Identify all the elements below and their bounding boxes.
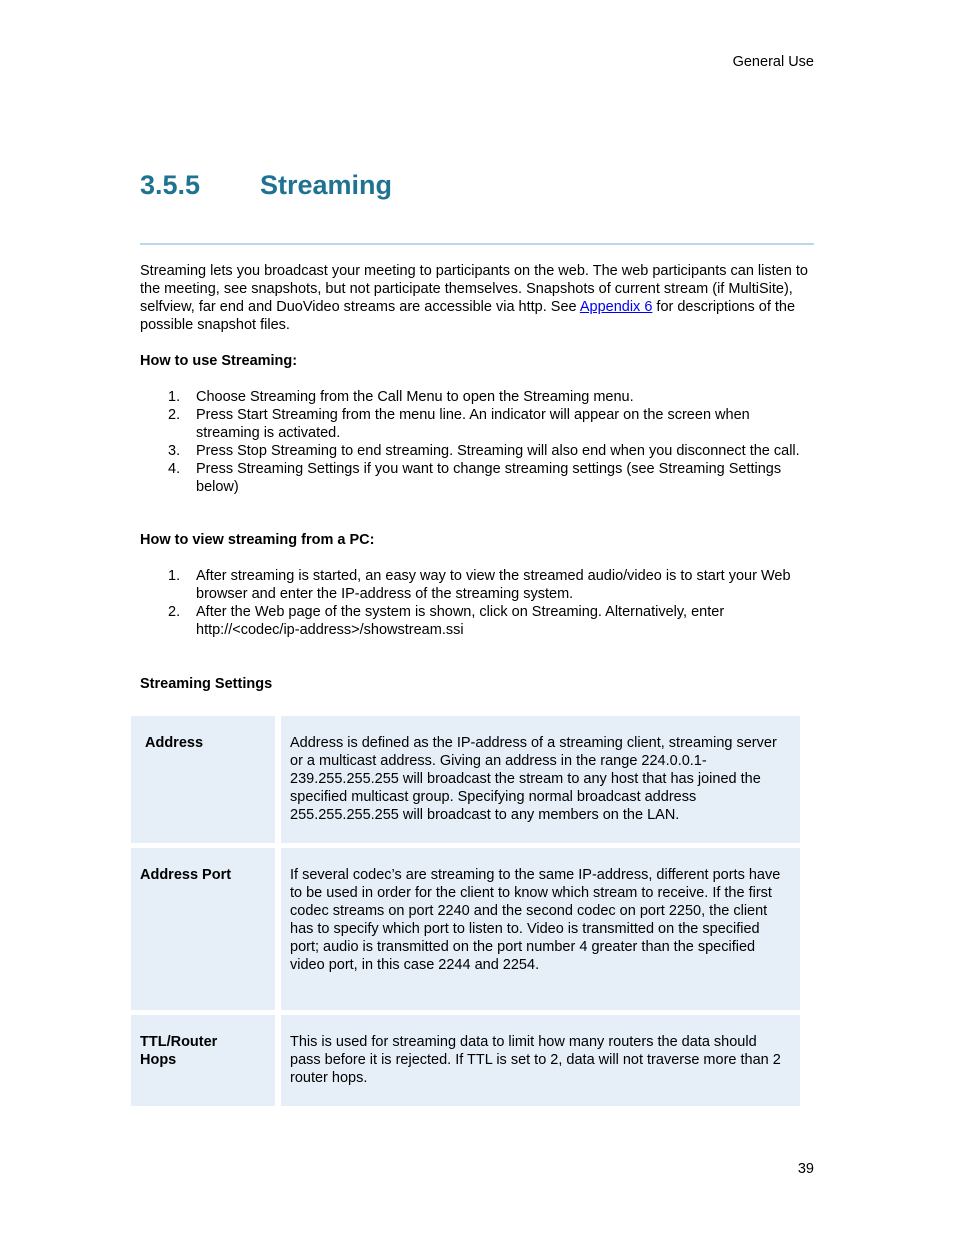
table-cell-description [281, 848, 800, 1010]
table-cell-label [131, 1015, 275, 1106]
row-desc-ttl: This is used for streaming data to limit how many routers the data should pass before it is rejected. If TTL is set to 2, data will not traverse more than 2 router hops. [290, 1034, 781, 1086]
row-label-ttl: TTL/Router Hops [140, 1034, 218, 1068]
table-cell-description [281, 1015, 800, 1106]
list-item [140, 442, 814, 460]
list-item [140, 388, 814, 406]
list-item [140, 460, 814, 496]
intro-paragraph [140, 262, 814, 334]
row-desc-address-port: If several codec’s are streaming to the same IP-address, different ports have to be used in order for the client to know which stream to receive. If the first codec streams on port 2240 and the second codec on port 2250, the client has to specify which port to listen to. Video is transmitted on the specified port; audio is transmitted on the port number 4 greater than the specified video port, in this case 2244 and 2254. [290, 867, 781, 973]
section-title: Streaming [260, 170, 393, 200]
step-number: 2. [168, 407, 181, 423]
settings-heading: Streaming Settings [140, 676, 273, 692]
section-number: 3.5.5 [140, 170, 201, 200]
step-number: 2. [168, 604, 181, 620]
step-text: Choose Streaming from the Call Menu to open the Streaming menu. [196, 389, 634, 405]
step-number: 3. [168, 443, 181, 459]
row-label-address-port: Address Port [140, 867, 232, 883]
table-cell-description [281, 716, 800, 843]
running-header: General Use [732, 54, 814, 70]
step-text: Press Streaming Settings if you want to change streaming settings (see Streaming Settings below) [196, 461, 782, 495]
intro-text-start: Streaming lets you broadcast your meeting to participants on the web. The web participants can listen to the meeting, see snapshots, but not participate themselves. Snapshots of current stream (if MultiSite), selfview, far end and DuoVideo streams are accessible via http. See [140, 263, 808, 315]
appendix-link[interactable]: Appendix 6 [579, 299, 653, 315]
list-item [140, 603, 814, 639]
view-steps-list [140, 567, 814, 639]
section-heading [140, 170, 392, 201]
how-to-use-heading: How to use Streaming: [140, 353, 298, 369]
step-text: Press Start Streaming from the menu line. An indicator will appear on the screen when streaming is activated. [196, 407, 750, 441]
step-number: 4. [168, 461, 181, 477]
how-to-view-heading: How to view streaming from a PC: [140, 532, 375, 548]
table-cell-label [131, 848, 275, 1010]
row-label-address: Address [145, 735, 204, 751]
use-steps-list [140, 388, 814, 496]
page-number: 39 [797, 1161, 814, 1177]
step-number: 1. [168, 389, 181, 405]
step-text: After streaming is started, an easy way to view the streamed audio/video is to start your Web browser and enter the IP-address of the streaming system. [196, 568, 791, 602]
heading-divider [140, 243, 814, 245]
list-item [140, 406, 814, 442]
step-text: After the Web page of the system is shown, click on Streaming. Alternatively, enter http://<codec/ip-address>/showstream.ssi [196, 604, 725, 638]
intro-text-end: for descriptions of the possible snapshot files. [140, 299, 796, 333]
step-text: Press Stop Streaming to end streaming. Streaming will also end when you disconnect the call. [196, 443, 800, 459]
step-number: 1. [168, 568, 181, 584]
table-cell-label [131, 716, 275, 843]
list-item [140, 567, 814, 603]
row-desc-address: Address is defined as the IP-address of a streaming client, streaming server or a multicast address. Giving an address in the range 224.0.0.1-239.255.255.255 will broadcast the stream to any host that has joined the specified multicast group. Specifying normal broadcast address 255.255.255.255 will broadcast to any members on the LAN. [290, 735, 777, 823]
